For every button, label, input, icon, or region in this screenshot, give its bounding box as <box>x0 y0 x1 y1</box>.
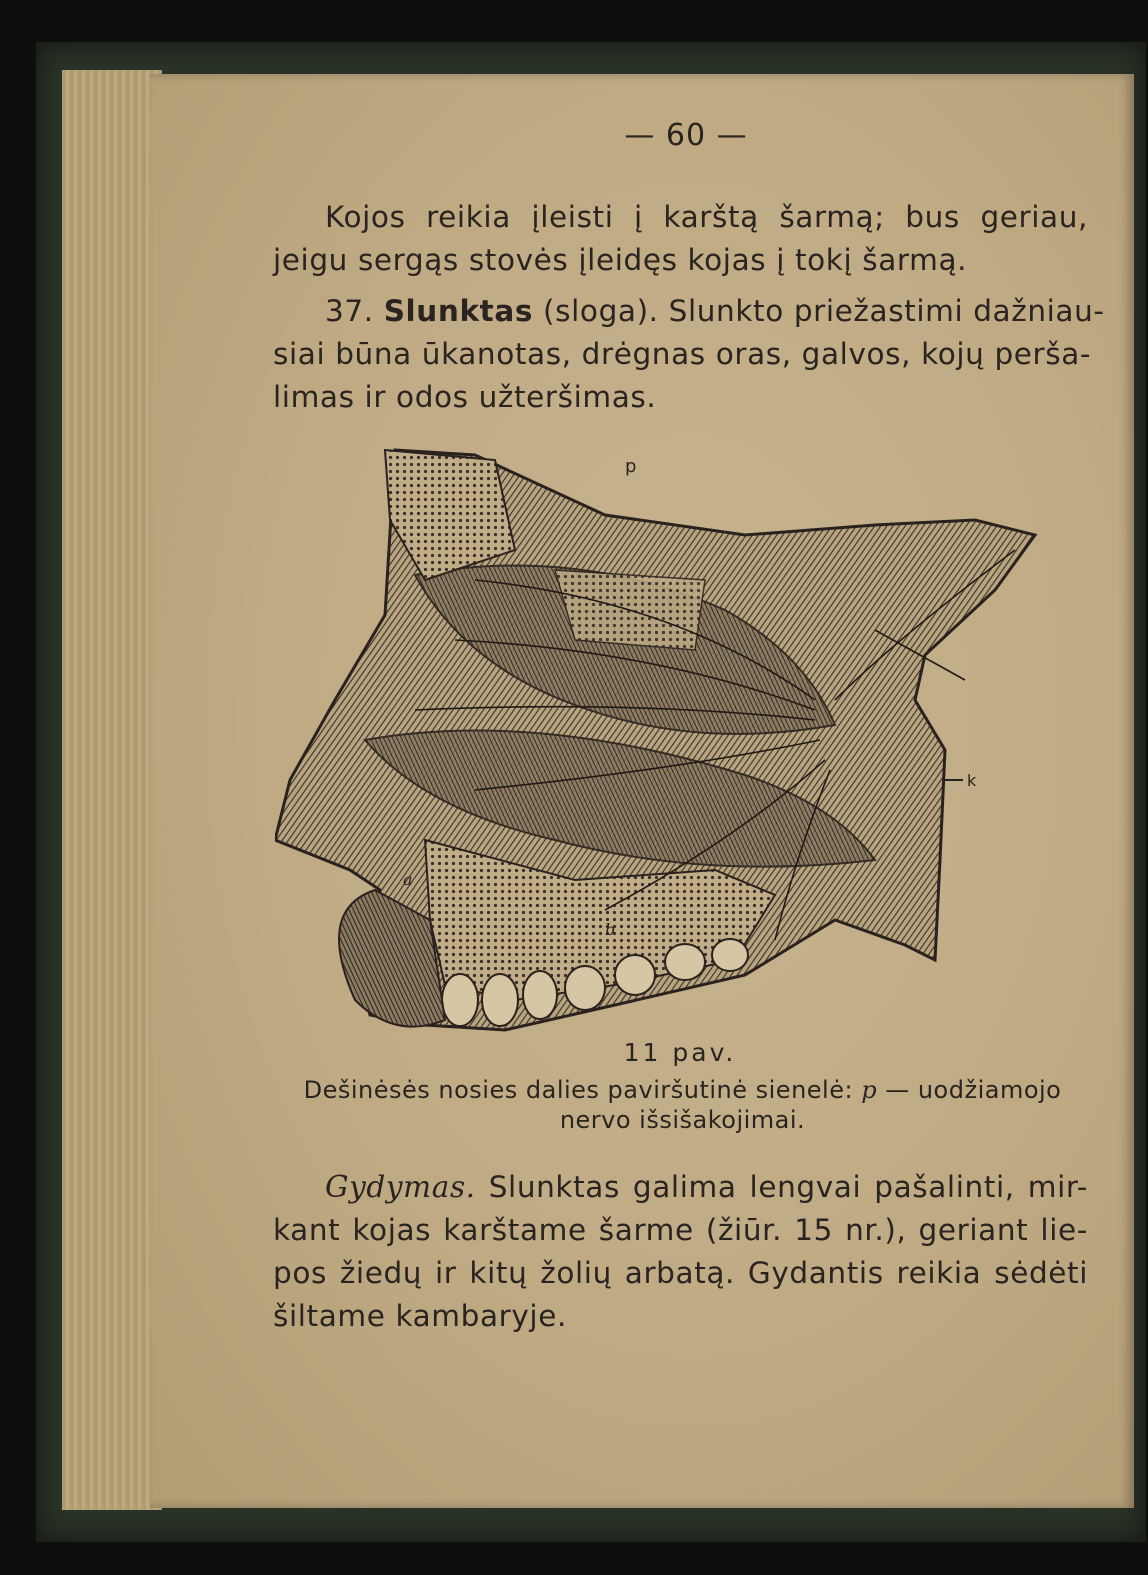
paragraph-2-line-1-rest: (sloga). Slunkto priežastimi dažniau- <box>543 294 1105 328</box>
paragraph-1 <box>273 196 1088 282</box>
label-p: p <box>625 456 637 477</box>
label-a: a <box>403 870 413 889</box>
paragraph-3-line-2: kant kojas karštame šarme (žiūr. 15 nr.), geriant lie- <box>273 1213 1088 1247</box>
treatment-lead: Gydymas. <box>325 1170 476 1204</box>
figure-caption <box>280 1075 1085 1135</box>
nasal-cavity-illustration <box>275 440 1075 1035</box>
figure-caption-line-1 <box>280 1075 1085 1105</box>
paragraph-2 <box>273 290 1105 419</box>
paragraph-2-line-3: limas ir odos užteršimas. <box>273 380 657 414</box>
caption-em: p <box>861 1076 878 1104</box>
label-b: b <box>605 920 616 939</box>
paragraph-3 <box>273 1166 1088 1338</box>
paragraph-3-line-1-rest: Slunktas galima lengvai pašalinti, mir- <box>488 1170 1088 1204</box>
paragraph-3-line-1 <box>273 1166 1088 1209</box>
caption-text-end: — uodžiamojo <box>885 1076 1062 1104</box>
paragraph-1-line-2: jeigu sergąs stovės įleidęs kojas į tokį šarmą. <box>273 243 968 277</box>
paragraph-3-line-4: šiltame kambaryje. <box>273 1299 567 1333</box>
paragraph-1-line-1: Kojos reikia įleisti į karštą šarmą; bus geriau, <box>325 200 1088 234</box>
page-edges <box>62 70 162 1510</box>
section-heading: Slunktas <box>383 294 534 328</box>
paragraph-3-line-3: pos žiedų ir kitų žolių arbatą. Gydantis reikia sėdėti <box>273 1256 1088 1290</box>
paragraph-2-line-1 <box>273 290 1105 333</box>
caption-text-start: Dešinėsės nosies dalies paviršutinė sienelė: <box>303 1076 854 1104</box>
figure-caption-line-2: nervo išsišakojimai. <box>559 1106 806 1134</box>
paragraph-2-line-2: siai būna ūkanotas, drėgnas oras, galvos, kojų perša- <box>273 337 1092 371</box>
label-k: k <box>967 771 977 790</box>
figure-number: 11 pav. <box>623 1038 737 1067</box>
section-number: 37. <box>325 294 374 328</box>
page-number: — 60 — <box>624 118 748 153</box>
